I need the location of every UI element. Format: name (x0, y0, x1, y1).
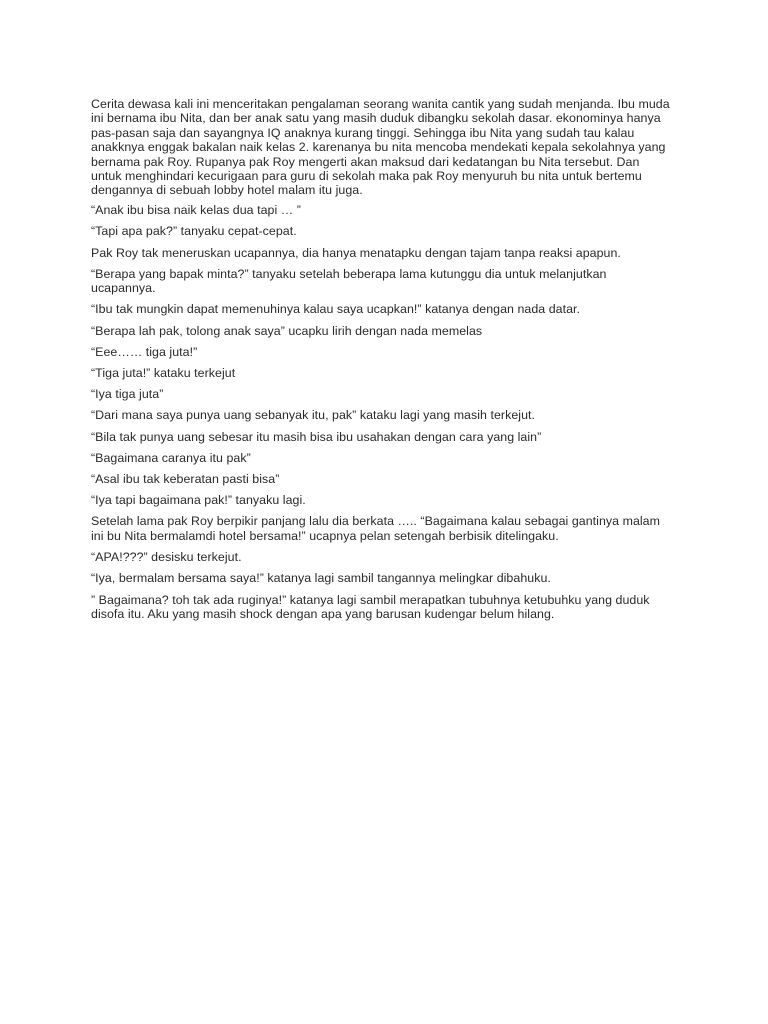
paragraph: “Berapa lah pak, tolong anak saya” ucapku lirih dengan nada memelas (91, 323, 483, 338)
paragraph: “Iya tapi bagaimana pak!” tanyaku lagi. (91, 493, 306, 508)
paragraph: “Anak ibu bisa naik kelas dua tapi … ” (91, 203, 301, 218)
paragraph: “Iya, bermalam bersama saya!” katanya lagi sambil tangannya melingkar dibahuku. (91, 571, 551, 586)
paragraph: Pak Roy tak meneruskan ucapannya, dia hanya menatapku dengan tajam tanpa reaksi apapun. (91, 245, 621, 260)
paragraph: “Tapi apa pak?” tanyaku cepat-cepat. (91, 224, 297, 239)
paragraph: “Berapa yang bapak minta?” tanyaku setelah beberapa lama kutunggu dia untuk melanjutkan ucapannya. (91, 266, 607, 296)
paragraph: “Eee…… tiga juta!” (91, 344, 198, 359)
paragraph-intro: Cerita dewasa kali ini menceritakan pengalaman seorang wanita cantik yang sudah menjanda. Ibu muda ini bernama ibu Nita, dan ber anak satu yang masih duduk dibangku sekolah dasar. ekonominya hanya pas-pasan saja dan sayangnya IQ anaknya kurang tinggi. Sehingga ibu Nita yang sudah tau kalau anakknya enggak bakalan naik kelas 2. karenanya bu nita mencoba mendekati kepala sekolahnya yang bernama pak Roy. Rupanya pak Roy mengerti akan maksud dari kedatangan bu Nita tersebut. Dan untuk menghindari kecurigaan para guru di sekolah maka pak Roy menyuruh bu nita untuk bertemu dengannya di sebuah lobby hotel malam itu juga. (91, 97, 670, 198)
paragraph: “Tiga juta!” kataku terkejut (91, 366, 236, 381)
paragraph: “Dari mana saya punya uang sebanyak itu, pak” kataku lagi yang masih terkejut. (91, 408, 536, 423)
paragraph: “Bagaimana caranya itu pak” (91, 450, 251, 465)
paragraph: “Bila tak punya uang sebesar itu masih bisa ibu usahakan dengan cara yang lain” (91, 429, 542, 444)
document-body (91, 97, 671, 628)
paragraph: “Ibu tak mungkin dapat memenuhinya kalau saya ucapkan!” katanya dengan nada datar. (91, 302, 581, 317)
paragraph: ” Bagaimana? toh tak ada ruginya!” katanya lagi sambil merapatkan tubuhnya ketubuhku yang duduk disofa itu. Aku yang masih shock dengan apa yang barusan kudengar belum hilang. (91, 592, 650, 621)
paragraph: “APA!???” desisku terkejut. (91, 550, 242, 565)
paragraph: “Asal ibu tak keberatan pasti bisa” (91, 472, 280, 487)
paragraph: Setelah lama pak Roy berpikir panjang lalu dia berkata ….. “Bagaimana kalau sebagai gantinya malam ini bu Nita bermalamdi hotel bersama!” ucapnya pelan setengah berbisik ditelingaku. (91, 514, 660, 543)
paragraph: “Iya tiga juta” (91, 387, 164, 402)
